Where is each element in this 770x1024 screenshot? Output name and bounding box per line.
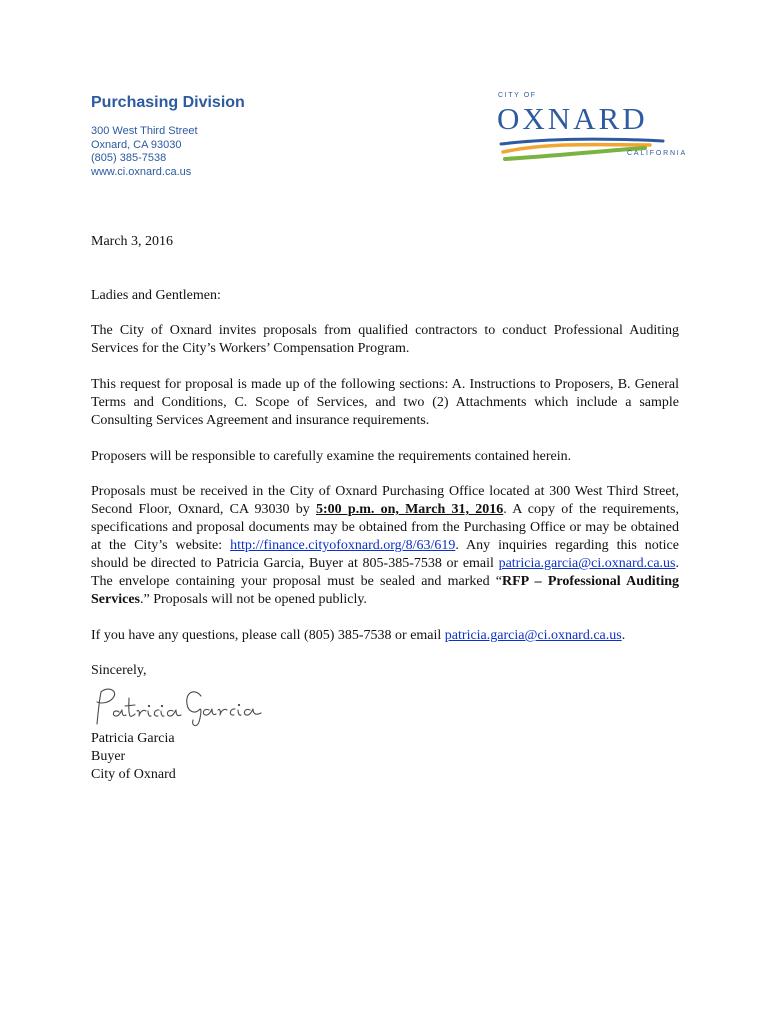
submission-text-3: . Any inquiries regarding this notice should be directed to Patricia Garcia, Buyer at 805-385-7538 or email [91, 538, 679, 571]
logo-oxnard-text: OXNARD [497, 101, 648, 136]
city-of-oxnard-logo [495, 88, 705, 170]
logo-california-text: CALIFORNIA [627, 150, 688, 157]
questions-text-end: . [621, 628, 626, 643]
paragraph-invitation: The City of Oxnard invites proposals from qualified contractors to conduct Professional Auditing Services for the City’s Workers’ Compensation Program. [91, 323, 679, 356]
phone-number: (805) 385-7538 [91, 152, 167, 164]
email-link[interactable]: patricia.garcia@ci.oxnard.ca.us [498, 556, 676, 571]
letterhead [91, 93, 411, 179]
signer-title: Buyer [91, 749, 126, 764]
handwritten-signature [89, 684, 264, 728]
deadline: 5:00 p.m. on, March 31, 2016 [316, 502, 504, 517]
closing: Sincerely, [91, 663, 147, 678]
submission-text-1: Proposals must be received in the City of Oxnard Purchasing Office located at 300 West Third Street, Second Floor, Oxnard, CA 93030 by [91, 484, 679, 517]
paragraph-requirements: Proposers will be responsible to carefully examine the requirements contained herein. [91, 449, 572, 464]
submission-text-5: .” Proposals will not be opened publicly. [139, 592, 367, 607]
submission-text-4: . The envelope containing your proposal must be sealed and marked “ [91, 556, 679, 589]
address-line-2: Oxnard, CA 93030 [91, 138, 182, 151]
letter-body [91, 233, 679, 784]
division-title: Purchasing Division [91, 94, 245, 111]
logo-city-of-text: CITY OF [498, 92, 537, 99]
rfp-title: RFP – Professional Auditing Services [91, 574, 679, 607]
paragraph-sections: This request for proposal is made up of the following sections: A. Instructions to Proposers, B. General Terms and Conditions, C. Scope of Services, and two (2) Attachments which include a sample Consulting Services Agreement and insurance requirements. [91, 377, 679, 428]
letter-date: March 3, 2016 [91, 234, 174, 249]
paragraph-submission [91, 483, 679, 609]
questions-text: If you have any questions, please call (805) 385-7538 or email [91, 628, 445, 643]
signature-block [91, 730, 679, 784]
website-link[interactable]: http://finance.cityofoxnard.org/8/63/619 [230, 538, 456, 553]
salutation: Ladies and Gentlemen: [91, 288, 221, 303]
address-line-1: 300 West Third Street [91, 125, 198, 137]
questions-email-link[interactable]: patricia.garcia@ci.oxnard.ca.us [444, 628, 622, 643]
paragraph-questions [91, 627, 679, 645]
signer-organization: City of Oxnard [91, 767, 176, 782]
website: www.ci.oxnard.ca.us [91, 165, 192, 178]
signer-name: Patricia Garcia [91, 731, 175, 746]
submission-text-2: . A copy of the requirements, specifications and proposal documents may be obtained from the Purchasing Office or may be obtained at the City’s website: [91, 502, 679, 553]
